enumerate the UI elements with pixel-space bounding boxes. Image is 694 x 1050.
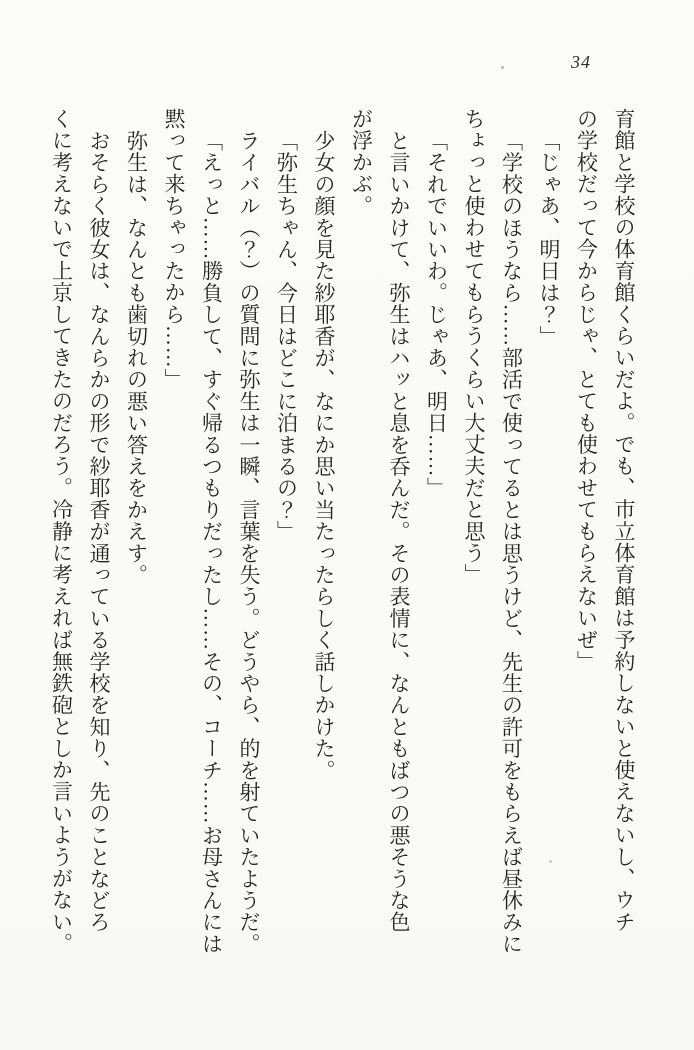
text-line: 「弥生ちゃん、今日はどこに泊まるの？」 [274, 129, 299, 542]
text-line: 少女の顔を見た紗耶香が、なにか思い当たったらしく話しかけた。 [312, 129, 336, 781]
text-line: の学校だって今からじゃ、とても使わせてもらえないぜ」 [574, 108, 599, 673]
text-line: ちょっと使わせてもらうくらい大丈夫だと思う」 [462, 108, 486, 586]
text-line: 「じゃあ、明日は？」 [537, 129, 561, 347]
text-line: くに考えないで上京してきたのだろう。冷静に考えれば無鉄砲としか言いようがない。 [49, 108, 74, 955]
text-line: と言いかけて、弥生はハッと息を呑んだ。その表情に、なんともばつの悪そうな色 [387, 129, 411, 933]
page-number: 34 [571, 52, 591, 72]
text-line: 「それでいいわ。じゃあ、明日……」 [424, 129, 449, 499]
text-line: 黙って来ちゃったから……」 [162, 108, 186, 391]
text-line: が浮かぶ。 [349, 108, 374, 217]
text-line: おそらく彼女は、なんらかの形で紗耶香が通っている学校を知り、先のことなどろ [87, 129, 111, 933]
text-line: 弥生は、なんとも歯切れの悪い答えをかえす。 [124, 129, 149, 586]
page-text [42, 108, 642, 964]
scan-speck [501, 66, 504, 69]
text-line: 「学校のほうなら……部活で使ってるとは思うけど、先生の許可をもらえば昼休みに [499, 129, 524, 955]
text-line: 「えっと……勝負して、すぐ帰るつもりだったし……その、コーチ……お母さんには [199, 129, 224, 955]
text-line: ライバル（？）の質問に弥生は一瞬、言葉を失う。どうやら、的を射ていたようだ。 [237, 129, 261, 955]
text-line: 育館と学校の体育館くらいだよ。でも、市立体育館は予約しないと使えないし、ウチ [612, 108, 636, 933]
